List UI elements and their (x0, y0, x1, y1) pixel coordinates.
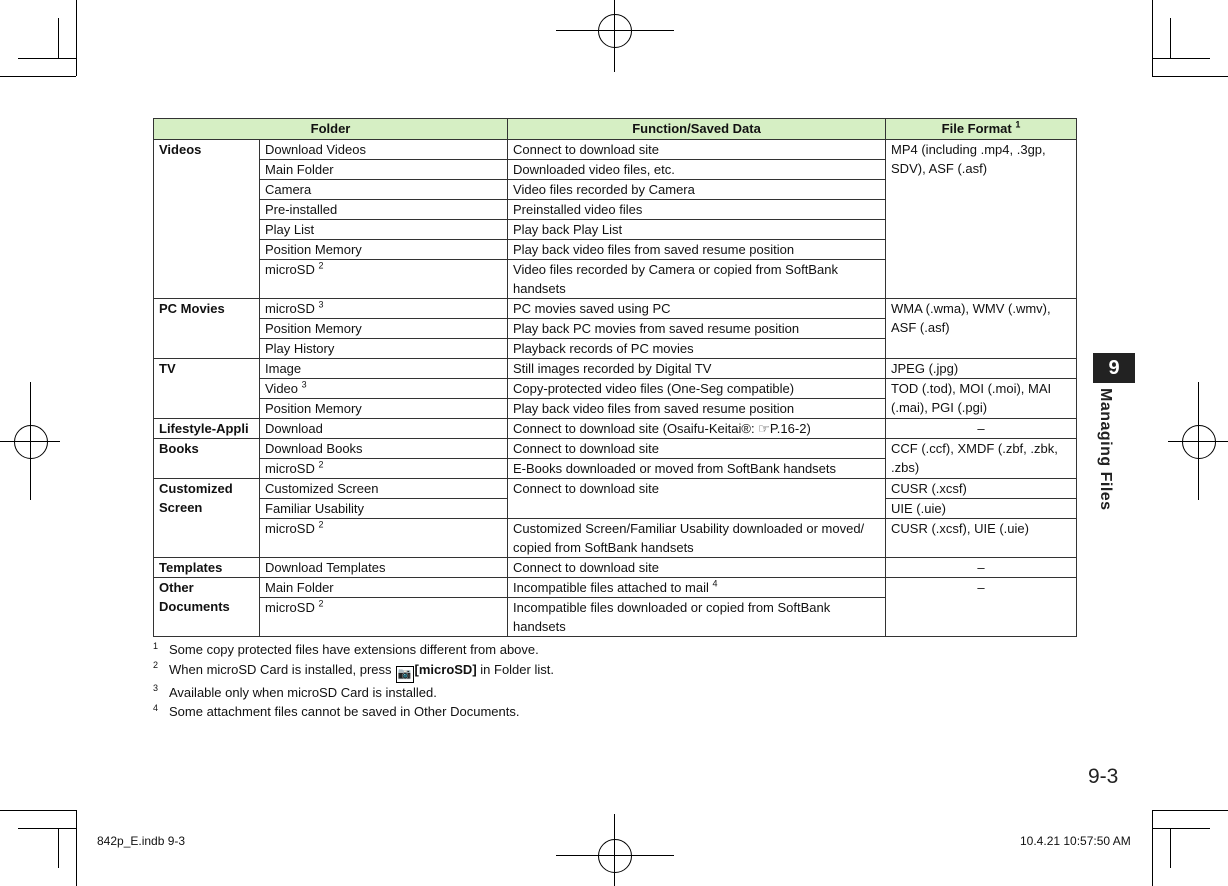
folder-cell (260, 419, 508, 439)
function-cell (508, 319, 886, 339)
file-format-cell: UIE (.uie) (886, 499, 1077, 519)
folder-name: Video (265, 381, 299, 396)
footnote-ref: 1 (1015, 119, 1021, 130)
footnote-2: 2 When microSD Card is installed, press 📷 [microSD] in Folder list. (153, 660, 554, 683)
folder-name: Customized Screen (265, 481, 379, 496)
file-format-cell: CUSR (.xcsf), UIE (.uie) (886, 519, 1077, 558)
folder-group-cell: PC Movies (154, 299, 260, 359)
folder-cell (260, 200, 508, 220)
folder-cell (260, 240, 508, 260)
function-cell (508, 339, 886, 359)
file-format-cell: – (886, 578, 1077, 637)
folder-cell (260, 479, 508, 499)
folder-cell (260, 578, 508, 598)
file-format-cell: – (886, 558, 1077, 578)
folder-cell (260, 220, 508, 240)
folder-name: Position Memory (265, 321, 362, 336)
folder-cell (260, 499, 508, 519)
function-text: Preinstalled video files (513, 202, 643, 217)
function-cell (508, 180, 886, 200)
footnote-ref: 2 (318, 519, 324, 530)
function-cell (508, 240, 886, 260)
folder-cell (260, 339, 508, 359)
folder-group-cell: Customized Screen (154, 479, 260, 558)
file-format-cell: CUSR (.xcsf) (886, 479, 1077, 499)
folder-name: microSD (265, 301, 315, 316)
footnote-1: 1 Some copy protected files have extensions different from above. (153, 640, 539, 657)
function-text: Connect to download site (513, 142, 659, 157)
function-cell (508, 359, 886, 379)
function-text: Video files recorded by Camera (513, 182, 695, 197)
folder-group-cell: Templates (154, 558, 260, 578)
table-row (154, 578, 1077, 598)
function-text: Play back Play List (513, 222, 623, 237)
file-format-cell: – (886, 419, 1077, 439)
function-text: Still images recorded by Digital TV (513, 361, 712, 376)
table-row (154, 299, 1077, 319)
function-text: Customized Screen/Familiar Usability downloaded or moved/ copied from SoftBank handsets (513, 521, 865, 555)
table-row (154, 379, 1077, 399)
header-function: Function/Saved Data (508, 119, 886, 140)
folder-name: Position Memory (265, 401, 362, 416)
folder-cell (260, 459, 508, 479)
camera-key-icon: 📷 (396, 666, 414, 683)
function-text: Connect to download site (513, 481, 659, 496)
footnote-ref: 2 (318, 598, 324, 609)
table-row (154, 419, 1077, 439)
chapter-number-tab: 9 (1093, 353, 1135, 383)
folder-name: microSD (265, 262, 315, 277)
header-file-format-label: File Format (941, 121, 1012, 136)
header-file-format (886, 119, 1077, 140)
print-slug-timestamp: 10.4.21 10:57:50 AM (1020, 834, 1131, 848)
folder-name: Download Books (265, 441, 363, 456)
folder-cell (260, 180, 508, 200)
function-cell (508, 379, 886, 399)
footnote-ref: 3 (301, 379, 307, 390)
folder-group-cell: Other Documents (154, 578, 260, 637)
folder-group-cell: Books (154, 439, 260, 479)
function-text: PC movies saved using PC (513, 301, 671, 316)
key-label: [microSD] (414, 661, 477, 677)
folder-cell (260, 379, 508, 399)
table-row (154, 519, 1077, 558)
folder-group-cell: TV (154, 359, 260, 419)
folder-name: Main Folder (265, 580, 334, 595)
folder-cell (260, 299, 508, 319)
table-header-row (154, 119, 1077, 140)
function-text: Incompatible files downloaded or copied from SoftBank handsets (513, 600, 831, 634)
file-format-cell: MP4 (including .mp4, .3gp, SDV), ASF (.asf) (886, 140, 1077, 299)
function-cell (508, 140, 886, 160)
folder-name: microSD (265, 521, 315, 536)
footnotes (153, 640, 554, 722)
footnote-ref: 4 (712, 578, 718, 589)
function-text: Video files recorded by Camera or copied from SoftBank handsets (513, 262, 838, 296)
file-format-cell: JPEG (.jpg) (886, 359, 1077, 379)
function-cell (508, 419, 886, 439)
folder-cell (260, 319, 508, 339)
function-cell (508, 260, 886, 299)
function-cell (508, 220, 886, 240)
function-text: Connect to download site (513, 560, 659, 575)
folder-name: Play List (265, 222, 315, 237)
function-text: Incompatible files attached to mail (513, 580, 709, 595)
header-folder: Folder (154, 119, 508, 140)
function-text: Copy-protected video files (One-Seg compatible) (513, 381, 795, 396)
function-text: Play back video files from saved resume position (513, 401, 795, 416)
folder-cell (260, 598, 508, 637)
function-cell (508, 160, 886, 180)
function-cell (508, 299, 886, 319)
file-format-table (153, 118, 1077, 637)
folder-name: Download (265, 421, 323, 436)
function-cell (508, 459, 886, 479)
footnote-ref: 3 (318, 299, 324, 310)
file-format-cell: CCF (.ccf), XMDF (.zbf, .zbk, .zbs) (886, 439, 1077, 479)
folder-cell (260, 399, 508, 419)
folder-name: microSD (265, 461, 315, 476)
folder-group-cell: Lifestyle-Appli (154, 419, 260, 439)
folder-name: Camera (265, 182, 312, 197)
function-text: Connect to download site (513, 441, 659, 456)
function-text: Connect to download site (Osaifu-Keitai®: ☞P.16-2) (513, 421, 811, 436)
folder-name: Play History (265, 341, 335, 356)
function-text: Play back PC movies from saved resume position (513, 321, 800, 336)
table-row (154, 479, 1077, 499)
chapter-title: Managing Files (1097, 388, 1114, 511)
footnote-ref: 2 (318, 459, 324, 470)
folder-cell (260, 359, 508, 379)
footnote-4: 4 Some attachment files cannot be saved in Other Documents. (153, 702, 520, 719)
table-row (154, 140, 1077, 160)
folder-group-cell: Videos (154, 140, 260, 299)
function-cell (508, 399, 886, 419)
function-cell (508, 200, 886, 220)
page-number: 9-3 (1088, 765, 1119, 788)
folder-name: Familiar Usability (265, 501, 364, 516)
footnote-3: 3 Available only when microSD Card is installed. (153, 683, 437, 700)
folder-cell (260, 558, 508, 578)
function-cell (508, 578, 886, 598)
function-cell (508, 479, 886, 519)
folder-cell (260, 160, 508, 180)
print-slug-file: 842p_E.indb 9-3 (97, 834, 186, 848)
function-text: Playback records of PC movies (513, 341, 694, 356)
folder-name: Pre-installed (265, 202, 338, 217)
folder-cell (260, 439, 508, 459)
function-cell (508, 519, 886, 558)
function-text: E-Books downloaded or moved from SoftBank handsets (513, 461, 837, 476)
function-cell (508, 598, 886, 637)
folder-name: Image (265, 361, 302, 376)
table-row (154, 439, 1077, 459)
function-text: Downloaded video files, etc. (513, 162, 675, 177)
folder-name: microSD (265, 600, 315, 615)
folder-name: Download Templates (265, 560, 386, 575)
table-row (154, 359, 1077, 379)
function-cell (508, 558, 886, 578)
folder-name: Position Memory (265, 242, 362, 257)
function-text: Play back video files from saved resume position (513, 242, 795, 257)
table-row (154, 558, 1077, 578)
folder-cell (260, 260, 508, 299)
folder-cell (260, 519, 508, 558)
footnote-ref: 2 (318, 260, 324, 271)
file-format-cell: WMA (.wma), WMV (.wmv), ASF (.asf) (886, 299, 1077, 359)
function-cell (508, 439, 886, 459)
folder-name: Main Folder (265, 162, 334, 177)
folder-cell (260, 140, 508, 160)
folder-name: Download Videos (265, 142, 366, 157)
file-format-cell: TOD (.tod), MOI (.moi), MAI (.mai), PGI (.pgi) (886, 379, 1077, 419)
